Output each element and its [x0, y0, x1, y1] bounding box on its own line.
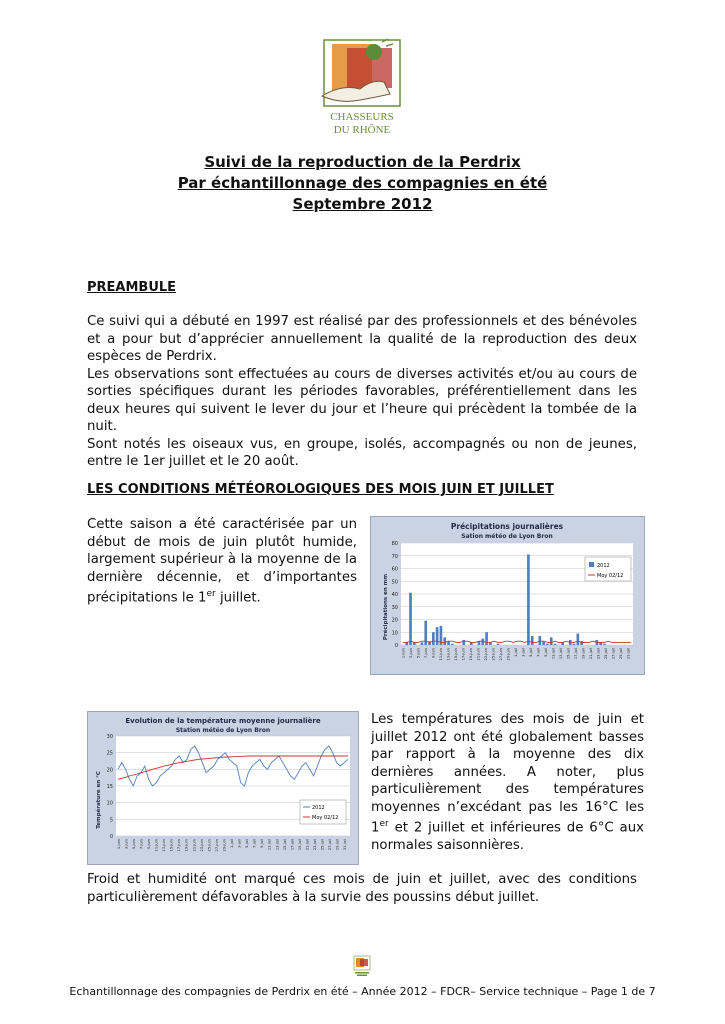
- y-tick-label: 0: [394, 643, 398, 649]
- bar: [554, 644, 557, 645]
- x-tick-label: 7-juil: [252, 839, 257, 848]
- x-tick-label: 31-juil: [626, 648, 631, 660]
- preambule-paragraph-3: Sont notés les oiseaux vus, en groupe, isolés, accompagnés ou non de jeunes, entre le 1er juillet et le 20 août.: [87, 436, 637, 469]
- y-tick-label: 10: [106, 800, 113, 807]
- bar: [573, 644, 576, 645]
- logo-text-2: DU RHÔNE: [333, 124, 391, 136]
- page-footer: Echantillonnage des compagnies de Perdrix en été – Année 2012 – FDCR– Service technique – Page 1 de 7: [69, 985, 656, 998]
- x-tick-label: 13-juil: [275, 839, 280, 851]
- bar: [443, 637, 446, 645]
- chart1-legend-swatch-2012: [589, 562, 594, 567]
- y-tick-label: 20: [106, 767, 113, 774]
- y-tick-label: 15: [106, 784, 113, 790]
- footer-logo: [352, 955, 372, 977]
- x-tick-label: 21-juin: [192, 839, 197, 852]
- meteo-p2-sup: er: [379, 819, 389, 829]
- y-tick-label: 10: [391, 630, 398, 637]
- x-tick-label: 17-juin: [177, 839, 182, 852]
- x-tick-label: 25-juil: [320, 839, 325, 851]
- footer-logo-emblem: [352, 955, 372, 977]
- chart2-ylabel: Température en °C: [96, 771, 102, 829]
- x-tick-label: 11-juil: [551, 648, 556, 660]
- x-tick-label: 29-juil: [335, 839, 340, 851]
- title-line-2: Par échantillonnage des compagnies en été: [177, 174, 548, 192]
- temperature-chart: [87, 711, 359, 865]
- x-tick-label: 15-juil: [566, 648, 571, 660]
- meteo-paragraph-2: [371, 711, 644, 854]
- x-tick-label: 23-juil: [313, 839, 318, 851]
- chart1-ylabel: Précipitations en mm: [383, 573, 389, 641]
- logo: [312, 34, 412, 139]
- x-tick-label: 7-juin: [139, 839, 144, 850]
- preambule-heading: PREAMBULE: [87, 280, 177, 295]
- y-tick-label: 5: [109, 817, 113, 824]
- y-tick-label: 0: [109, 834, 113, 840]
- x-tick-label: 23-juin: [199, 839, 204, 852]
- bar: [577, 634, 580, 645]
- x-tick-label: 17-juin: [461, 648, 466, 661]
- document-title: [100, 152, 625, 215]
- x-tick-label: 29-juil: [618, 648, 623, 660]
- bar: [531, 636, 534, 645]
- chart1-subtitle: Sation météo de Lyon Bron: [461, 533, 553, 540]
- x-tick-label: 1-juil: [514, 648, 518, 657]
- bar: [603, 644, 606, 645]
- x-tick-label: 13-juin: [446, 648, 451, 661]
- x-tick-label: 5-juin: [131, 839, 136, 850]
- x-tick-label: 13-juil: [558, 648, 563, 660]
- bar: [485, 632, 488, 645]
- x-tick-label: 21-juil: [305, 839, 310, 851]
- meteo-p2-end: et 2 juillet et inférieures de 6°C aux normales saisonnières.: [371, 820, 644, 853]
- title-line-1: Suivi de la reproduction de la Perdrix: [204, 153, 521, 171]
- bar: [451, 644, 454, 645]
- preambule-paragraph-1: Ce suivi qui a débuté en 1997 est réalisé par des professionnels et des bénévoles et a pour but d’apprécier annuellement la qualité de la reproduction des deux espèces de Perdrix.: [87, 314, 637, 364]
- y-tick-label: 50: [391, 579, 398, 586]
- x-tick-label: 1-juil: [230, 839, 234, 848]
- x-tick-label: 3-juil: [521, 648, 526, 657]
- x-tick-label: 3-juin: [409, 648, 414, 659]
- x-tick-label: 29-juin: [506, 648, 511, 661]
- x-tick-label: 7-juil: [536, 648, 541, 657]
- x-tick-label: 11-juil: [267, 839, 272, 851]
- x-tick-label: 27-juin: [499, 648, 504, 661]
- x-tick-label: 19-juin: [469, 648, 474, 661]
- x-tick-label: 5-juin: [416, 648, 421, 659]
- chart1-legend-label-2012: 2012: [597, 563, 610, 569]
- x-tick-label: 13-juin: [162, 839, 167, 852]
- meteo-paragraph-3: Froid et humidité ont marqué ces mois de juin et juillet, avec des conditions particulièrement défavorables à la survie des poussins début juillet.: [87, 872, 637, 905]
- bar: [538, 636, 541, 645]
- bar: [421, 642, 424, 645]
- meteo-paragraph-1: [87, 516, 357, 607]
- chart2-title: Evolution de la température moyenne journalière: [125, 717, 321, 725]
- logo-emblem: [312, 34, 412, 139]
- x-tick-label: 19-juil: [581, 648, 586, 660]
- y-tick-label: 40: [391, 592, 398, 598]
- x-tick-label: 9-juil: [260, 839, 265, 848]
- bar: [527, 554, 530, 645]
- x-tick-label: 29-juin: [222, 839, 227, 852]
- x-tick-label: 27-juil: [328, 839, 333, 851]
- y-tick-label: 30: [391, 604, 398, 611]
- y-tick-label: 80: [391, 541, 398, 547]
- chart1-title: Précipitations journalières: [450, 522, 564, 531]
- chart2-subtitle: Station météo de Lyon Bron: [175, 727, 271, 734]
- x-tick-label: 15-juin: [454, 648, 459, 661]
- x-tick-label: 21-juin: [476, 648, 481, 661]
- x-tick-label: 15-juin: [169, 839, 174, 852]
- logo-text-1: CHASSEURS: [330, 111, 394, 123]
- x-tick-label: 27-juin: [214, 839, 219, 852]
- x-tick-label: 5-juil: [245, 839, 250, 848]
- bar: [550, 637, 553, 645]
- chart2-legend-label-moy: Moy 02/12: [312, 815, 339, 821]
- bar: [432, 632, 435, 645]
- x-tick-label: 9-juin: [431, 648, 436, 659]
- x-tick-label: 3-juil: [237, 839, 242, 848]
- x-tick-label: 1-juin: [116, 839, 121, 850]
- y-tick-label: 20: [391, 617, 398, 624]
- x-tick-label: 7-juin: [424, 648, 429, 659]
- x-tick-label: 21-juil: [588, 648, 593, 660]
- x-tick-label: 19-juil: [297, 839, 302, 851]
- x-tick-label: 31-juil: [343, 839, 348, 851]
- x-tick-label: 11-juin: [154, 839, 159, 852]
- x-tick-label: 23-juil: [596, 648, 601, 660]
- x-tick-label: 1-juin: [401, 648, 406, 659]
- bar: [462, 640, 465, 645]
- precipitation-chart: [370, 516, 645, 675]
- bar: [546, 644, 549, 645]
- meteo-p1-text: Cette saison a été caractérisée par un début de mois de juin plutôt humide, largement supérieur à la moyenne de la dernière décennie, et d’importantes précipitations le 1: [87, 517, 357, 606]
- y-tick-label: 60: [391, 566, 398, 573]
- temperature-chart-svg: [88, 712, 358, 864]
- x-tick-label: 17-juil: [290, 839, 295, 851]
- chart2-legend-label-2012: 2012: [312, 805, 325, 811]
- meteo-p2-text: Les températures des mois de juin et juillet 2012 ont été globalement basses par rapport à la moyenne des dix dernières années. A noter, plus particulièrement des températures moyennes n’excédant pas les 16°C les 1: [371, 712, 644, 836]
- chart1-legend-label-moy: Moy 02/12: [597, 573, 624, 579]
- meteo-p1-end: juillet.: [215, 590, 261, 606]
- bar: [409, 593, 412, 645]
- x-tick-label: 23-juin: [484, 648, 489, 661]
- bar: [497, 644, 500, 645]
- x-tick-label: 27-juil: [611, 648, 616, 660]
- title-line-3: Septembre 2012: [292, 195, 433, 213]
- x-tick-label: 25-juil: [603, 648, 608, 660]
- preambule-text: [87, 313, 637, 471]
- meteo-p1-sup: er: [206, 589, 216, 599]
- y-tick-label: 30: [106, 734, 113, 740]
- bar: [436, 627, 439, 645]
- x-tick-label: 9-juil: [543, 648, 548, 657]
- x-tick-label: 17-juil: [573, 648, 578, 660]
- x-tick-label: 25-juin: [207, 839, 212, 852]
- x-tick-label: 15-juil: [282, 839, 287, 851]
- x-tick-label: 19-juin: [184, 839, 189, 852]
- y-tick-label: 70: [391, 553, 398, 560]
- meteo-heading: LES CONDITIONS MÉTÉOROLOGIQUES DES MOIS JUIN ET JUILLET: [87, 482, 554, 497]
- y-tick-label: 25: [106, 750, 113, 757]
- x-tick-label: 25-juin: [491, 648, 496, 661]
- x-tick-label: 9-juin: [146, 839, 151, 850]
- x-tick-label: 5-juil: [528, 648, 533, 657]
- precipitation-chart-svg: [371, 517, 644, 674]
- x-tick-label: 3-juin: [124, 839, 129, 850]
- x-tick-label: 11-juin: [439, 648, 444, 661]
- preambule-paragraph-2: Les observations sont effectuées au cours de diverses activités et/ou au cours de sorties spécifiques durant les périodes favorables, préférentiellement dans les deux heures qui suivent le lever du jour et l’heure qui précèdent la tombée de la nuit.: [87, 366, 637, 434]
